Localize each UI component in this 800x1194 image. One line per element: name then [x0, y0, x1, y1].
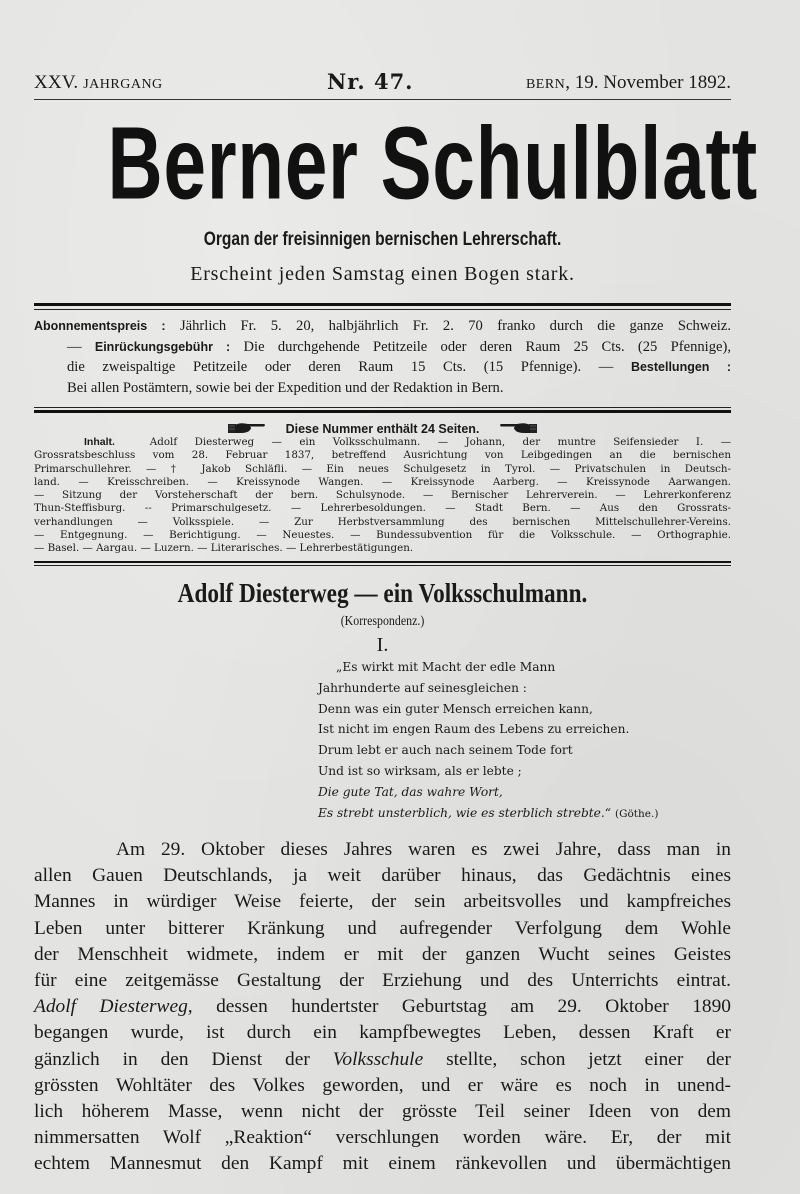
masthead-info-line: [34, 70, 731, 98]
body-line: allen Gauen Deutschlands, ja weit darüber hinaus, das Gedächtnis eines: [34, 865, 731, 887]
newspaper-title: Berner Schulblatt: [107, 104, 758, 221]
subscription-line: [34, 337, 731, 358]
poem-line: Und ist so wirksam, als er lebte ;: [318, 763, 522, 778]
orders-label: Bestellungen :: [630, 360, 732, 374]
volume-label: [34, 72, 163, 94]
contents-line: Thun-Steffisburg. -- Primarschulgesetz. — Lehrerbesoldungen. — Stadt Bern. — Aus den Grossrats-: [34, 502, 731, 515]
date-text: , 19. November 1892.: [565, 72, 731, 93]
body-line: grössten Wohltäter des Volkes geworden, und er wäre es noch in unend-: [34, 1074, 731, 1096]
subscription-price-label: Abonnementspreis :: [34, 319, 166, 333]
body-line: [34, 994, 731, 1020]
issue-number: Nr. 47.: [327, 69, 414, 94]
pointing-hand-left-icon: [499, 421, 539, 435]
poem-quote: [318, 657, 738, 824]
body-line: begangen wurde, ist durch ein kampfbewegtes Leben, dessen Kraft er: [34, 1022, 731, 1044]
italic-name: Adolf Diesterweg,: [34, 996, 193, 1018]
table-of-contents: [34, 436, 731, 556]
contents-line-text: Adolf Diesterweg — ein Volksschulmann. — Johann, der muntre Seifensieder I. —: [149, 436, 731, 448]
body-line: Leben unter bitterer Kränkung und aufregender Verfolgung dem Wohle: [34, 917, 731, 939]
newspaper-subtitle: Organ der freisinnigen bernischen Lehrerschaft.: [203, 229, 562, 250]
subscription-info: [34, 316, 731, 398]
body-line: Mannes in würdiger Weise feierte, der sein arbeitsvolles und kampfreiches: [34, 891, 731, 913]
contents-notice-text: Diese Nummer enthält 24 Seiten.: [285, 422, 480, 436]
article-title: Adolf Diesterweg — ein Volksschulmann.: [177, 578, 588, 608]
contents-rule-thin: [34, 565, 731, 566]
header-rule-thin: [34, 309, 731, 310]
body-line: Am 29. Oktober dieses Jahres waren es zwei Jahre, dass man in: [116, 839, 731, 860]
subscription-line: [34, 357, 731, 378]
article-subtitle: (Korrespondenz.): [340, 614, 425, 629]
issue-date: [526, 72, 731, 94]
poem-line: Jahrhunderte auf seinesgleichen :: [318, 680, 527, 695]
subscription-price-text: Jährlich Fr. 5. 20, halbjährlich Fr. 2. 70 franko durch die ganze Schweiz.: [165, 318, 731, 334]
body-line: für eine zeitgemässe Gestaltung der Erziehung und des Unterrichts eintrat.: [34, 970, 731, 992]
insertion-fee-text: Die durchgehende Petitzeile oder deren Raum 25 Cts. (25 Pfennige),: [230, 338, 731, 355]
insertion-fee-text-2: die zweispaltige Petitzeile oder deren Raum 15 Cts. (15 Pfennige). —: [67, 359, 631, 375]
contents-notice: [34, 421, 731, 436]
volume-word: JAHRGANG: [83, 77, 163, 92]
contents-line: — Entgegnung. — Berichtigung. — Neuestes. — Bundessubvention für die Volksschule. — Orthographie.: [34, 529, 731, 542]
poem-line: Drum lebt er auch nach seinem Tode fort: [318, 743, 573, 758]
body-text-span: dessen hundertster Geburtstag am 29. Oktober 1890: [192, 996, 731, 1018]
contents-line: [34, 436, 731, 449]
dash: —: [67, 338, 95, 355]
insertion-fee-label: Einrückungsgebühr :: [94, 339, 231, 354]
contents-line: verhandlungen — Volksspiele. — Zur Herbstversammlung des bernischen Mittelschullehrer-Vereins.: [34, 515, 731, 528]
poem-line: Ist nicht im engen Raum des Lebens zu erreichen.: [318, 722, 630, 737]
body-line: nimmersatten Wolf „Reaktion“ verschlungen worden wäre. Er, der mit: [34, 1127, 731, 1149]
contents-line: land. — Kreisschreiben. — Kreissynode Wangen. — Kreissynode Aarberg. — Kreissynode Aarwangen.: [34, 475, 731, 488]
pointing-hand-right-icon: [226, 421, 266, 435]
volume-number: XXV.: [34, 72, 84, 93]
body-line: [34, 1047, 731, 1073]
body-text-span: gänzlich in den Dienst der: [34, 1048, 333, 1070]
contents-line: — Basel. — Aargau. — Luzern. — Literarisches. — Lehrerbestätigungen.: [34, 542, 414, 555]
header-rule-thick: [34, 303, 731, 306]
publication-frequency: Erscheint jeden Samstag einen Bogen stark.: [190, 263, 575, 285]
subscription-line: [34, 378, 731, 399]
poem-line-italic: Die gute Tat, das wahre Wort,: [318, 784, 503, 799]
body-line: lich höherem Masse, wenn nicht der grösste Teil seiner Ideen von dem: [34, 1101, 731, 1123]
masthead-divider: [34, 99, 731, 100]
poem-source: (Göthe.): [615, 807, 659, 820]
contents-line: — Sitzung der Vorsteherschaft der bern. Schulsynode. — Bernischer Lehrerverein. — Lehrerkonferenz: [34, 489, 731, 502]
contents-rule-thick: [34, 561, 731, 563]
contents-label: Inhalt.: [84, 436, 115, 448]
subscription-line: [34, 316, 731, 337]
subscription-rule-thick: [34, 410, 731, 413]
poem-line-italic: [318, 803, 738, 825]
orders-text: Bei allen Postämtern, sowie bei der Expedition und der Redaktion in Bern.: [67, 379, 504, 396]
subscription-rule-thin: [34, 407, 731, 408]
poem-line: „Es wirkt mit Macht der edle Mann: [336, 660, 556, 674]
date-city: BERN: [525, 77, 566, 92]
body-line: der Menschheit widmete, indem er mit der ganzen Wucht seines Geistes: [34, 943, 731, 965]
contents-line: Primarschullehrer. — † Jakob Schläfli. — Ein neues Schulgesetz in Tyrol. — Privatschulen in Deutsch-: [34, 462, 731, 475]
poem-line: Denn was ein guter Mensch erreichen kann,: [318, 701, 593, 716]
poem-italic-text: Es strebt unsterblich, wie es sterblich strebte.“: [318, 805, 611, 820]
contents-line: Grossratsbeschluss vom 28. Februar 1837, betreffend Ausrichtung von Leibgedingen an die bernischen: [34, 449, 731, 462]
body-text-span: stellte, schon jetzt einer der: [423, 1048, 731, 1070]
article-body: [34, 837, 731, 1178]
body-line: echtem Mannesmut den Kampf mit einem ränkevollen und übermächtigen: [34, 1153, 731, 1175]
article-part-number: I.: [376, 634, 389, 656]
italic-term: Volksschule: [332, 1048, 424, 1070]
